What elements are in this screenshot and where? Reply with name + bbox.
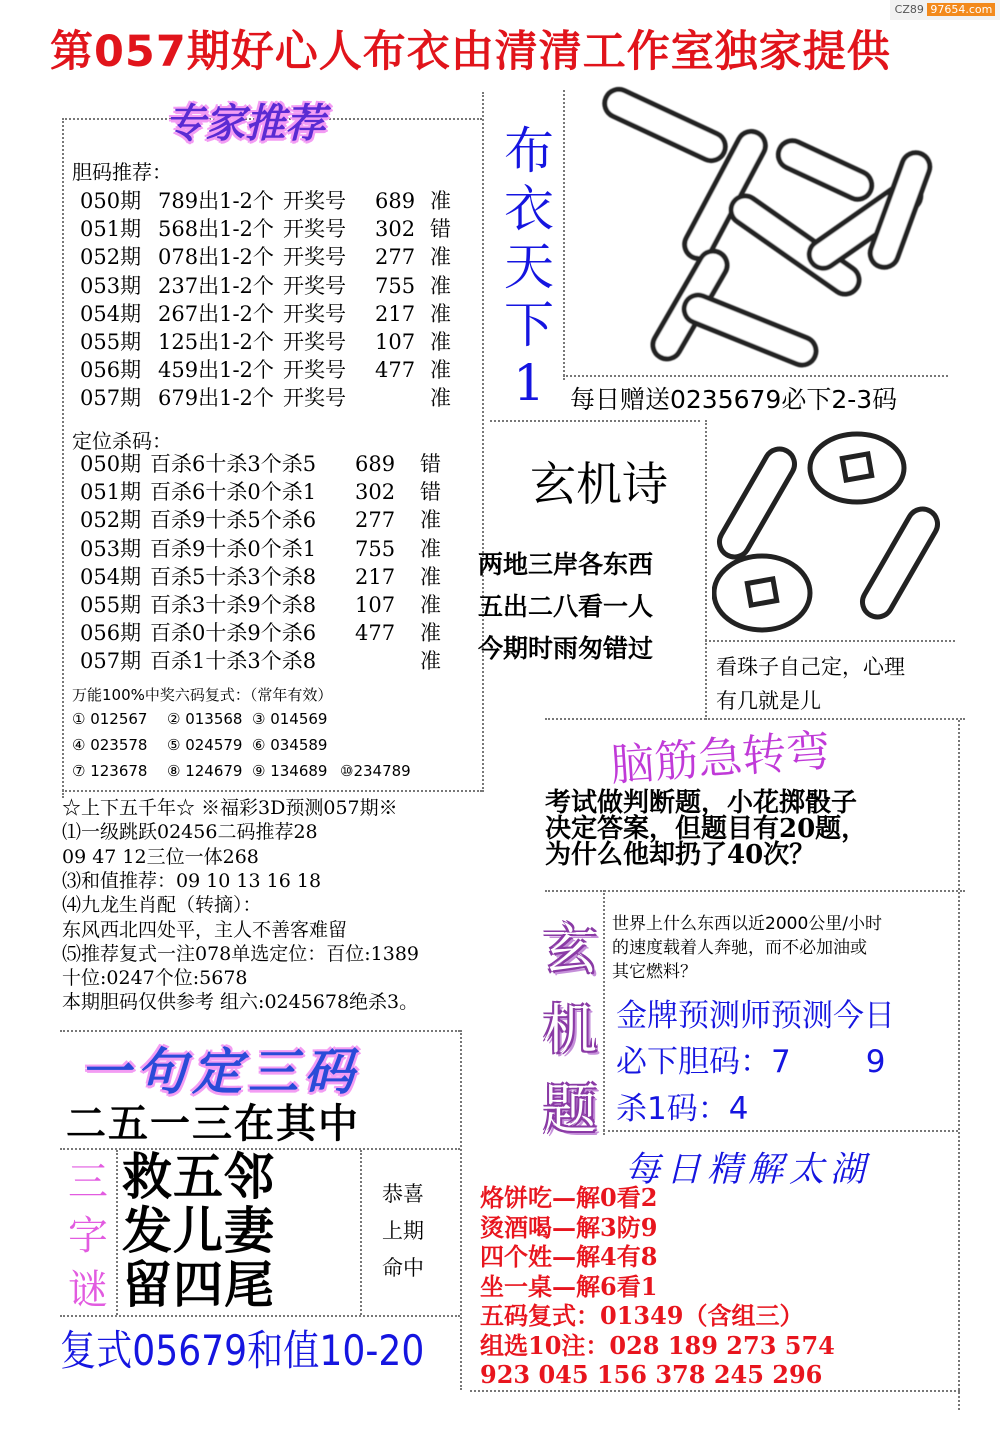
kill-status: 准 [420,621,441,646]
kill-pick: 百杀1十杀3个杀8 [150,649,317,674]
combo-item: ② 013568 [167,710,243,728]
divider [116,1150,118,1315]
kill-status: 准 [420,649,441,674]
divider [470,1390,960,1392]
divider [603,1130,958,1132]
brain-line: 为什么他却扔了40次？ [545,840,816,870]
bottom-combo: 复式05679和值10-20 [60,1326,425,1375]
dan-result: 302 [375,217,416,242]
dan-pick: 568出1-2个 [158,217,274,242]
three-char-side-char: 三 [68,1159,108,1205]
combo-item: ④ 023578 [72,736,148,754]
history-line: 十位:0247个位:5678 [62,967,248,990]
combo-item: ⑧ 124679 [167,762,243,780]
logo-right-text: 97654.com [927,3,995,16]
dan-issue: 054期 [80,301,142,326]
congrats-line: 上期 [382,1219,424,1243]
dan-status: 准 [430,330,451,354]
dan-issue: 056期 [80,358,142,383]
taihu-line: 五码复式：01349（含组三） [480,1301,804,1330]
dan-result: 217 [375,301,416,326]
dan-label: 开奖号 [283,217,346,242]
taihu-line: 四个姓—解4有8 [480,1242,658,1271]
riddle-line: 的速度载着人奔驰，而不必加油或 [612,938,867,958]
buyi-char: 布 [504,122,554,180]
riddle-char: 机 [543,998,597,1061]
dan-label: 开奖号 [283,330,346,354]
history-line: 本期胆码仅供参考 组六:0245678绝杀3。 [62,991,419,1014]
dan-issue: 053期 [80,273,142,298]
poem-line: 今期时雨匆错过 [478,634,654,663]
site-logo[interactable] [890,0,1000,20]
combo-item: ⑤ 024579 [167,736,243,754]
dan-status: 准 [430,386,451,411]
dan-result: 477 [375,358,416,383]
congrats-line: 命中 [382,1256,424,1280]
dan-status: 准 [430,273,451,298]
buyi-char: 下 [504,296,554,354]
kill-pick: 百杀0十杀9个杀6 [150,621,317,646]
kill-pick: 百杀5十杀3个杀8 [150,564,317,589]
riddle-text [612,912,882,984]
gold-dan [616,1036,885,1081]
beads-note [716,650,905,718]
riddle-char: 玄 [543,918,597,981]
kill-result: 755 [355,536,396,561]
dan-pick: 267出1-2个 [158,301,274,326]
kill-issue: 050期 [80,452,142,476]
combo-item: ⑨ 134689 [252,762,328,780]
page-title: 第057期好心人布衣由清清工作室独家提供 [50,27,891,77]
riddle-line: 世界上什么东西以近2000公里/小时 [612,914,882,934]
dan-label: 开奖号 [283,245,346,270]
divider [705,420,707,720]
dan-issue: 055期 [80,330,142,354]
riddle-line: 其它燃料？ [612,962,697,982]
one-line-text: 二五一三在其中 [66,1101,360,1147]
taihu-lines [480,1183,835,1390]
poem-title: 玄机诗 [530,457,668,511]
history-line: ⑶和值推荐：09 10 13 16 18 [62,869,322,892]
brain-line: 决定答案，但题目有20题， [545,814,868,844]
brain-text [545,790,867,868]
kill-status: 错 [420,452,441,476]
kill-pick: 百杀9十杀0个杀1 [150,536,317,561]
divider [62,118,64,798]
divider [490,420,700,422]
gold-dan-label: 必下胆码：7 [616,1044,791,1080]
poem-line: 两地三岸各东西 [478,550,654,579]
kill-result: 277 [355,508,396,533]
kill-pick: 百杀6十杀0个杀1 [150,480,317,505]
poem-lines [478,544,653,670]
kill-status: 准 [420,593,441,617]
dan-status: 准 [430,301,451,326]
dan-issue: 051期 [80,217,142,242]
kill-issue: 053期 [80,536,142,561]
dan-label: 开奖号 [283,273,346,298]
combo-item: ③ 014569 [252,710,328,728]
kill-result: 217 [355,564,396,589]
divider [545,890,965,892]
logo-left-text: CZ89 [894,3,924,16]
beads-note-line: 有几就是儿 [716,689,821,713]
three-char-line: 发儿妻 [122,1202,275,1260]
taihu-line: 坐一桌—解6看1 [480,1271,658,1301]
divider [958,720,960,1410]
kill-status: 准 [420,508,441,533]
kill-pick: 百杀3十杀9个杀8 [150,593,317,617]
dan-issue: 057期 [80,386,142,411]
dan-status: 准 [430,358,451,383]
dan-pick: 679出1-2个 [158,386,274,411]
history-line: 东风西北四处平，主人不善客难留 [62,918,348,941]
divider [360,1150,362,1315]
combo-item: ⑦ 123678 [72,762,148,780]
dan-pick: 459出1-2个 [158,358,274,383]
divider [62,790,482,792]
three-char-side [64,1155,112,1317]
history-line: ☆上下五千年☆ ※福彩3D预测057期※ [62,797,398,819]
expert-heading: 专家推荐 [165,101,325,147]
poem-line: 五出二八看一人 [478,592,654,621]
kill-pick: 百杀6十杀3个杀5 [150,452,317,476]
dan-label: 开奖号 [283,358,346,383]
kill-result: 107 [355,593,396,617]
dan-pick: 237出1-2个 [158,273,274,298]
dan-pick: 078出1-2个 [158,245,274,270]
dan-label: 开奖号 [283,189,346,213]
kill-issue: 057期 [80,649,142,674]
beads-illustration [712,418,957,643]
kill-pick: 百杀9十杀5个杀6 [150,508,317,533]
gold-dan-extra: 9 [865,1044,886,1080]
dan-status: 错 [430,217,451,242]
dan-label: 开奖号 [283,301,346,326]
taihu-line: 烙饼吃—解0看2 [480,1183,658,1212]
divider [60,1315,460,1317]
kill-issue: 056期 [80,621,142,646]
taihu-title: 每日精解太湖 [625,1150,872,1190]
taihu-line: 烫酒喝—解3防9 [480,1212,658,1242]
dan-pick: 125出1-2个 [158,330,274,354]
history-line: ⑸推荐复式一注078单选定位：百位:1389 [62,942,420,965]
divider [563,90,565,380]
dan-issue: 050期 [80,189,142,213]
dan-result: 689 [375,189,416,213]
dan-status: 准 [430,189,451,213]
kill-result: 477 [355,621,396,646]
congrats-line: 恭喜 [382,1182,424,1206]
dan-issue: 052期 [80,245,142,270]
riddle-char: 题 [543,1078,597,1141]
kill-title: 定位杀码： [72,429,172,453]
three-char-line: 留四尾 [122,1256,275,1314]
one-line-title: 一句定三码 [80,1043,360,1101]
brain-line: 考试做判断题，小花掷骰子 [545,788,858,818]
buyi-char: 衣 [504,180,554,238]
combo-title: 万能100%中奖六码复式：（常年有效） [72,686,333,704]
beads-note-line: 看珠子自己定，心理 [716,655,905,679]
three-char-side-char: 字 [68,1213,108,1259]
history-line: ⑷九龙生肖配（转摘）： [62,894,262,917]
combo-item: ⑥ 034589 [252,736,328,754]
dan-title: 胆码推荐： [72,160,172,184]
history-line: 09 47 12三位一体268 [62,845,259,868]
kill-result: 302 [355,480,396,505]
dan-result: 755 [375,273,416,298]
three-char-line: 救五邻 [122,1148,275,1206]
pins-illustration [575,85,955,375]
dan-result: 277 [375,245,416,270]
dan-pick: 789出1-2个 [158,189,274,213]
kill-issue: 054期 [80,564,142,589]
brain-title: 脑筋急转弯 [608,725,832,792]
kill-status: 准 [420,536,441,561]
buyi-char: 1 [513,354,545,412]
dan-status: 准 [430,245,451,270]
dan-label: 开奖号 [283,386,346,411]
combo-item: ⑩234789 [340,762,411,780]
history-line: ⑴一级跳跃02456二码推荐28 [62,821,318,844]
divider [603,890,605,1135]
three-char-big [122,1150,275,1312]
combo-grid [72,710,472,788]
three-char-side-char: 谜 [68,1267,108,1313]
gold-title: 金牌预测师预测今日 [616,998,895,1034]
kill-status: 错 [420,480,441,505]
buyi-char: 天 [504,238,554,296]
divider [460,1030,462,1390]
kill-issue: 055期 [80,593,142,617]
combo-item: ① 012567 [72,710,148,728]
riddle-vertical-title [540,910,600,1150]
kill-result: 689 [355,452,396,476]
daily-gift: 每日赠送0235679必下2-3码 [570,385,898,414]
taihu-line: 组选10注：028 189 273 574 [480,1330,835,1360]
gold-kill: 杀1码：4 [616,1091,749,1127]
divider [563,375,948,377]
kill-status: 准 [420,564,441,589]
divider [482,92,484,792]
congrats [382,1176,424,1287]
dan-result: 107 [375,330,416,354]
buyi-vertical-title [498,122,560,412]
taihu-line: 923 045 156 378 245 296 [480,1360,823,1389]
kill-issue: 051期 [80,480,142,505]
kill-issue: 052期 [80,508,142,533]
